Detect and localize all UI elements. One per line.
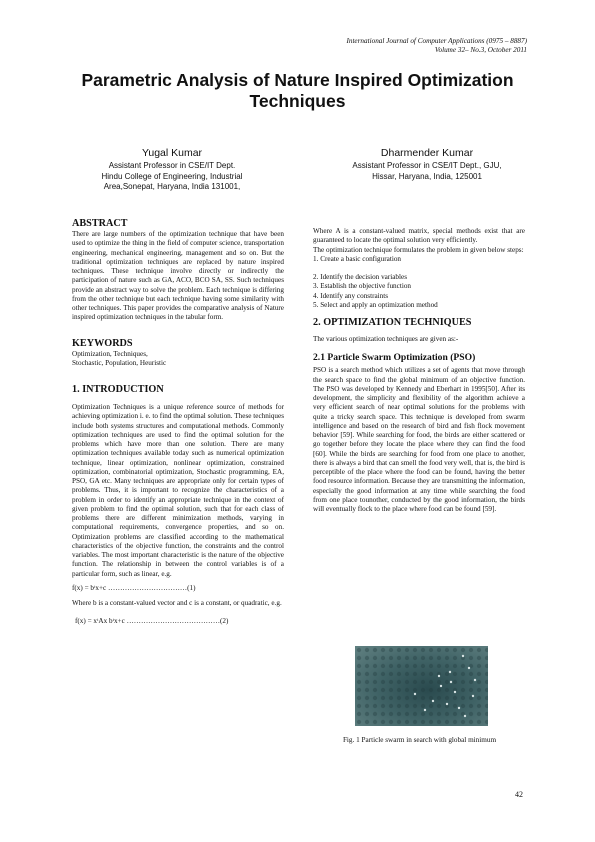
introduction-paragraph: Optimization Techniques is a unique reference source of methods for achieving optimization i. e. to find the optimal solution. These techniques include both systems structures and computational methods. Commonly optimization techniques are used to find the optimal solution for the problems which have more than one solution. There are many optimization techniques available today such as numerical optimization technique, linear optimization, nonlinear optimization, constrained optimization, combinatorial optimization, Stochastic programming, EA, PSO, GA etc. Many techniques are appropriate only for certain types of problems. Thus, it is important to recognize the characteristics of a problem in order to identify an appropriate technique in the context of given problem to find the optimal solution, such that for each class of problems there are different minimization methods, varying in computational requirements, convergence properties, and so on. Optimization problems are classified according to the mathematical characteristics of the objective function, the constraints and the control variables. The most important characteristic is the nature of the objective function. The relationship in between the control variables is of a particular form, such as linear, e.g.: [72, 403, 284, 578]
particle-dot: [440, 685, 442, 687]
particle-dot: [446, 703, 448, 705]
step-item: 4. Identify any constraints: [313, 291, 389, 300]
left-column: [72, 218, 284, 627]
particle-dot: [432, 700, 434, 702]
paper-title: Parametric Analysis of Nature Inspired Optimization Techniques: [81, 70, 514, 111]
step-item: 5. Select and apply an optimization method: [313, 300, 438, 309]
author-affiliation-line: Area,Sonepat, Haryana, India 131001,: [103, 182, 241, 192]
particle-dot: [472, 695, 474, 697]
author-affiliation-line: Hissar, Haryana, India, 125001: [372, 171, 482, 181]
author-name: Yugal Kumar: [141, 147, 203, 159]
equation-1: f(x) = bᵗx+c ……………………………(1): [72, 583, 196, 592]
particle-dot: [414, 693, 416, 695]
particle-dot: [462, 655, 464, 657]
step-item: 2. Identify the decision variables: [313, 273, 408, 281]
right-column: [313, 227, 525, 514]
journal-volume: Volume 32– No.3, October 2011: [434, 46, 527, 54]
introduction-paragraph: Where b is a constant-valued vector and c is a constant, or quadratic, e.g.: [72, 599, 282, 607]
journal-header: [227, 37, 527, 55]
keywords-heading: KEYWORDS: [72, 337, 133, 349]
step-item: 1. Create a basic configuration: [313, 254, 402, 263]
body-paragraph: The optimization technique formulates the problem in given below steps:: [313, 245, 524, 254]
pso-paragraph: PSO is a search method which utilizes a set of agents that move through the search space to find the global minimum of an objective function. The PSO was developed by Kennedy and Eberhart in 1995[50]. After its development, the simplicity and flexibility of the algorithm achieve a very efficient search of near optimal solutions for the problems with quite a tricky search space. This technique is developed from swarm intelligence and based on the research of bird and fish flock movement behavior [59]. While searching for food, the birds are either scattered or go together before they locate the place where they can find the food [60]. While the birds are searching for food from one place to another, there is always a bird that can smell the food very well, that is, the bird is perceptible of the place where the food can be found, having the better food resource information. Because they are transmitting the information, especially the good information at any time while searching the food from one place tounother, conducted by the good information, the birds will eventually flock to the place where food can be found [59].: [313, 366, 525, 513]
keywords-line: Optimization, Techniques,: [72, 349, 148, 358]
particle-dot: [454, 691, 456, 693]
page-number: 42: [515, 790, 523, 799]
section2-heading: 2. OPTIMIZATION TECHNIQUES: [313, 317, 472, 328]
author-block-1: [72, 147, 272, 193]
step-item: 3. Establish the objective function: [313, 282, 412, 291]
abstract-text: There are large numbers of the optimization technique that have been used to optimize the thing in the field of computer science, transportation engineering, mechanical engineering, management and so on. But the traditional optimization techniques are replaced by nature inspired techniques. These technique involve directly or indirectly the participation of nature such as GA, ACO, BCO SA, SS. Such techniques provide an abstract way to solve the problem. Each technique is differing from the other technique but each technique having some similarity with other techniques. This paper provides the comparative analysis of Nature inspired optimization techniques in the tabular form.: [72, 230, 284, 322]
journal-name: International Journal of Computer Applications (0975 – 8887): [346, 37, 527, 45]
figure-caption: Fig. 1 Particle swarm in search with global minimum: [342, 736, 497, 744]
author-affiliation-line: Assistant Professor in CSE/IT Dept.: [108, 161, 236, 170]
particle-dot: [450, 681, 452, 683]
author-affiliation-line: Assistant Professor in CSE/IT Dept., GJU,: [352, 161, 502, 170]
author-block-2: [322, 147, 532, 182]
particle-dot: [468, 667, 470, 669]
author-affiliation-line: Hindu College of Engineering, Industrial: [101, 171, 243, 181]
introduction-heading: 1. INTRODUCTION: [72, 384, 164, 395]
body-paragraph: Where A is a constant-valued matrix, special methods exist that are guaranteed to locate the optimal solution very efficiently.: [313, 227, 525, 245]
particle-swarm-image: [355, 646, 488, 726]
particle-swarm-figure: [355, 646, 488, 726]
particle-dot: [474, 679, 476, 681]
author-name: Dharmender Kumar: [380, 147, 474, 159]
particle-dot: [464, 715, 466, 717]
equation-2: f(x) = xᵗAx bᵗx+c …………………………………(2): [75, 617, 229, 626]
abstract-heading: ABSTRACT: [72, 218, 128, 229]
keywords-line: Stochastic, Population, Heuristic: [72, 358, 167, 367]
pso-heading: 2.1 Particle Swarm Optimization (PSO): [313, 352, 476, 364]
section2-intro: The various optimization techniques are given as:-: [313, 335, 459, 343]
particle-dot: [424, 709, 426, 711]
particle-dot: [458, 707, 460, 709]
particle-dot: [449, 671, 451, 673]
particle-dot: [438, 675, 440, 677]
